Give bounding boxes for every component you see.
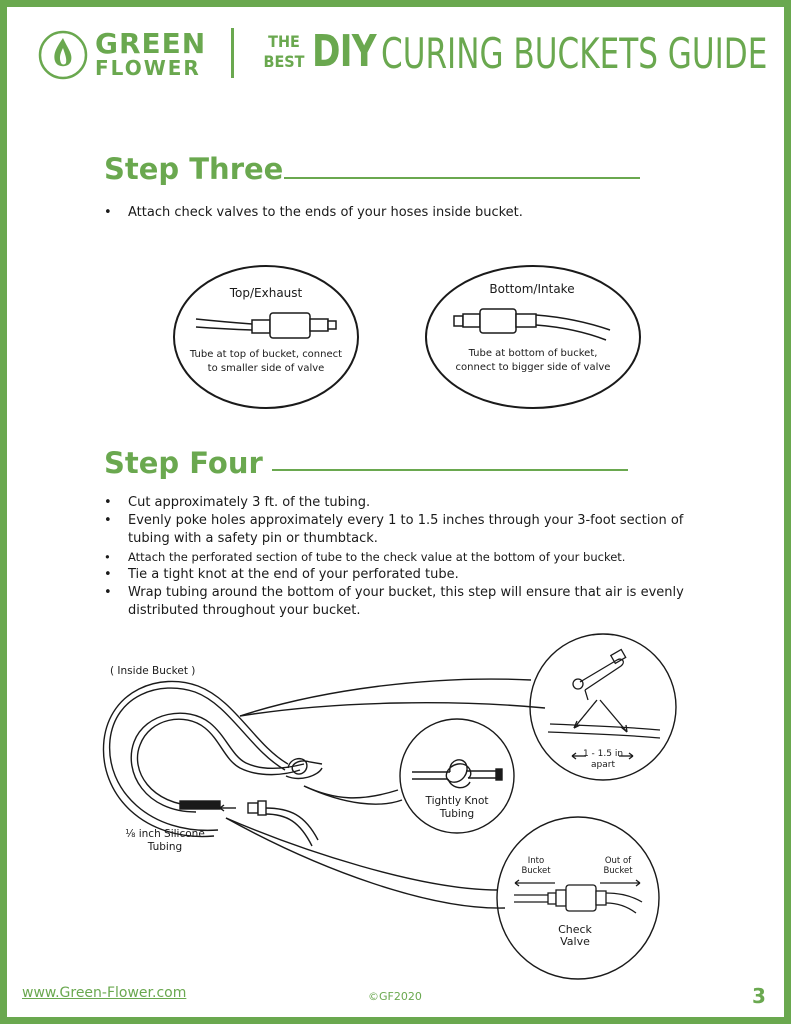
inside-bucket-label: ( Inside Bucket ) [110, 665, 196, 677]
list-item: • Attach the perforated section of tube to the check value at the bottom of your bucket. [104, 548, 684, 566]
into-bucket-label [512, 856, 560, 876]
title-the: THE [268, 32, 300, 51]
check-valve-icon [514, 880, 642, 913]
caption-line: connect to bigger side of valve [455, 362, 611, 373]
footer-website-link[interactable]: www.Green-Flower.com [22, 985, 187, 1001]
page-number: 3 [752, 984, 766, 1008]
list-item: • Cut approximately 3 ft. of the tubing. [104, 494, 684, 512]
top-exhaust-title: Top/Exhaust [229, 286, 303, 300]
list-item: • Evenly poke holes approximately every 1 to 1.5 inches through your 3-foot section of [104, 512, 684, 530]
label-line: Tubing [147, 841, 183, 853]
hole-spacing-label [576, 749, 630, 771]
step-four-heading: Step Four [104, 446, 263, 480]
knot-label [405, 795, 509, 821]
list-item-continuation: distributed throughout your bucket. [128, 603, 361, 618]
label-line: Tightly Knot [425, 795, 489, 807]
label-line: Bucket [521, 866, 551, 876]
logo-text-bottom: FLOWER [95, 56, 201, 80]
list-item: • Tie a tight knot at the end of your perforated tube. [104, 566, 684, 584]
title-diy: DIY [312, 26, 376, 77]
caption-line: Tube at bottom of bucket, [468, 348, 598, 359]
label-line: Out of [604, 856, 632, 866]
list-item: • Wrap tubing around the bottom of your bucket, this step will ensure that air is evenly [104, 584, 684, 602]
tubing-label [110, 828, 220, 854]
footer-copyright: ©GF2020 [368, 990, 422, 1003]
safety-pin-icon [548, 650, 660, 759]
label-line: Tubing [439, 808, 475, 820]
label-line: Valve [560, 935, 590, 948]
label-line: 1 - 1.5 in [582, 749, 624, 759]
label-line: Bucket [603, 866, 633, 876]
step-three-heading: Step Three [104, 152, 284, 186]
knot-icon [412, 760, 502, 788]
title-main: CURING BUCKETS GUIDE [381, 29, 768, 78]
logo-text-top: GREEN [95, 27, 207, 60]
label-line: apart [591, 760, 615, 770]
out-of-bucket-label [594, 856, 642, 876]
check-valve-label [548, 924, 602, 948]
label-line: Into [527, 856, 545, 866]
label-line: ⅛ inch Silicone [125, 828, 205, 840]
list-item-continuation: tubing with a safety pin or thumbtack. [128, 531, 378, 546]
caption-line: Tube at top of bucket, connect [189, 349, 343, 360]
title-best: BEST [263, 52, 305, 71]
caption-line: to smaller side of valve [207, 363, 325, 374]
list-item: • Attach check valves to the ends of your hoses inside bucket. [104, 204, 523, 222]
bottom-intake-title: Bottom/Intake [489, 282, 575, 296]
label-line: Check [558, 923, 592, 936]
